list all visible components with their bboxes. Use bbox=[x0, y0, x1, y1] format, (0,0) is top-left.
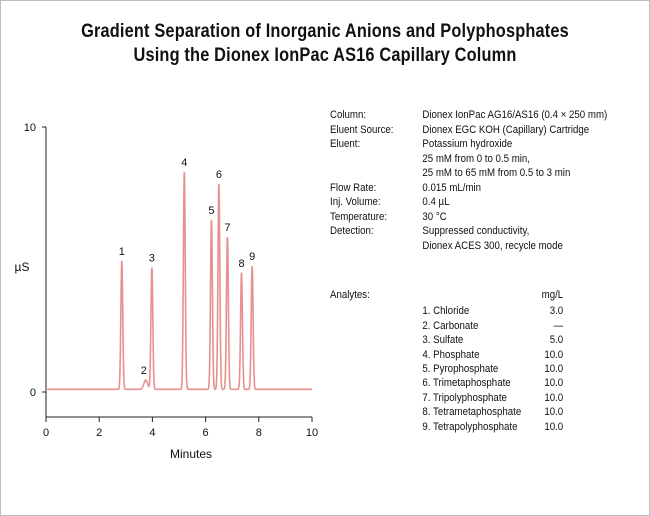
condition-row bbox=[330, 123, 634, 138]
x-tick-label: 0 bbox=[42, 427, 50, 439]
condition-value: 25 mM from 0 to 0.5 min, bbox=[422, 152, 530, 165]
analyte-name: 8. Tetrametaphosphate bbox=[422, 406, 522, 419]
axes bbox=[46, 127, 312, 417]
x-tick-label: 4 bbox=[149, 427, 156, 439]
condition-row bbox=[330, 181, 634, 196]
chart-title-line-1: Gradient Separation of Inorganic Anions and Polyphosphates bbox=[81, 21, 569, 42]
peak-label-7: 7 bbox=[224, 221, 231, 234]
analyte-row bbox=[422, 348, 563, 362]
chromatogram-trace bbox=[46, 172, 312, 389]
condition-row bbox=[330, 224, 634, 239]
condition-row bbox=[330, 166, 634, 181]
condition-label: Column: bbox=[330, 109, 367, 121]
condition-label: Inj. Volume: bbox=[330, 196, 381, 208]
x-tick-label: 6 bbox=[202, 427, 209, 439]
peak-label-9: 9 bbox=[249, 251, 256, 264]
condition-label bbox=[330, 166, 422, 181]
analyte-concentration: 10.0 bbox=[544, 363, 564, 376]
y-tick-label: 10 bbox=[23, 122, 36, 134]
condition-value: 0.015 mL/min bbox=[422, 181, 482, 194]
condition-value: Potassium hydroxide bbox=[422, 138, 513, 150]
condition-value: 0.4 µL bbox=[422, 196, 450, 208]
condition-row bbox=[330, 152, 634, 167]
x-tick-label: 8 bbox=[255, 427, 262, 439]
conditions-panel bbox=[330, 108, 634, 253]
condition-row bbox=[330, 137, 634, 152]
condition-label bbox=[330, 239, 422, 254]
analyte-concentration: 10.0 bbox=[544, 377, 564, 390]
condition-row bbox=[330, 195, 634, 210]
condition-value: 25 mM to 65 mM from 0.5 to 3 min bbox=[422, 167, 571, 179]
peak-label-4: 4 bbox=[181, 157, 188, 170]
analyte-name: 6. Trimetaphosphate bbox=[422, 377, 511, 390]
condition-label: Detection: bbox=[330, 225, 374, 237]
condition-label bbox=[330, 152, 422, 167]
analyte-row bbox=[422, 319, 563, 333]
analyte-row bbox=[422, 304, 563, 318]
analyte-concentration: 10.0 bbox=[544, 391, 564, 404]
analyte-name: 5. Pyrophosphate bbox=[422, 363, 499, 376]
analyte-list bbox=[422, 304, 563, 434]
analyte-row bbox=[422, 333, 563, 347]
peak-label-1: 1 bbox=[118, 245, 125, 258]
peak-label-6: 6 bbox=[215, 168, 222, 181]
peak-label-2: 2 bbox=[140, 365, 147, 378]
y-tick-label: 0 bbox=[29, 387, 36, 399]
analyte-concentration: 10.0 bbox=[544, 348, 564, 361]
x-tick-label: 2 bbox=[96, 427, 103, 439]
condition-value: Dionex IonPac AG16/AS16 (0.4 × 250 mm) bbox=[422, 109, 608, 121]
peak-labels bbox=[119, 157, 255, 377]
condition-value: 30 °C bbox=[422, 210, 447, 223]
condition-label: Eluent Source: bbox=[330, 123, 394, 136]
condition-label: Temperature: bbox=[330, 210, 388, 223]
condition-row bbox=[330, 108, 634, 123]
analyte-name: 7. Tripolyphosphate bbox=[422, 391, 507, 404]
analyte-name: 2. Carbonate bbox=[422, 319, 479, 332]
analytes-unit: mg/L bbox=[541, 289, 564, 301]
x-axis-label: Minutes bbox=[169, 447, 213, 461]
analyte-name: 9. Tetrapolyphosphate bbox=[422, 420, 518, 433]
x-tick-label: 10 bbox=[305, 427, 319, 439]
peak-label-5: 5 bbox=[208, 204, 215, 217]
peak-label-3: 3 bbox=[148, 252, 155, 265]
analyte-concentration: 10.0 bbox=[544, 420, 564, 433]
condition-row bbox=[330, 239, 634, 254]
analyte-row bbox=[422, 405, 563, 419]
condition-label: Eluent: bbox=[330, 138, 361, 150]
analyte-concentration: — bbox=[553, 319, 564, 332]
analyte-row bbox=[422, 391, 563, 405]
analyte-row bbox=[422, 420, 563, 434]
tick-labels bbox=[24, 122, 318, 439]
chart-title-line-2: Using the Dionex IonPac AS16 Capillary Column bbox=[133, 45, 517, 66]
analyte-name: 4. Phosphate bbox=[422, 348, 480, 361]
condition-value: Suppressed conductivity, bbox=[422, 225, 530, 237]
analyte-row bbox=[422, 376, 563, 390]
condition-value: Dionex EGC KOH (Capillary) Cartridge bbox=[422, 123, 590, 136]
analyte-concentration: 10.0 bbox=[544, 406, 564, 419]
analyte-concentration: 5.0 bbox=[549, 334, 564, 347]
condition-value: Dionex ACES 300, recycle mode bbox=[422, 239, 563, 252]
analyte-concentration: 3.0 bbox=[549, 305, 564, 318]
analytes-panel bbox=[330, 288, 563, 434]
condition-row bbox=[330, 210, 634, 225]
y-axis-label: µS bbox=[14, 260, 30, 274]
analyte-row bbox=[422, 362, 563, 376]
condition-label: Flow Rate: bbox=[330, 181, 377, 194]
analytes-label: Analytes: bbox=[330, 289, 370, 301]
tick-marks bbox=[42, 127, 312, 422]
analyte-name: 3. Sulfate bbox=[422, 334, 464, 347]
analyte-name: 1. Chloride bbox=[422, 305, 470, 318]
peak-label-8: 8 bbox=[238, 257, 245, 270]
